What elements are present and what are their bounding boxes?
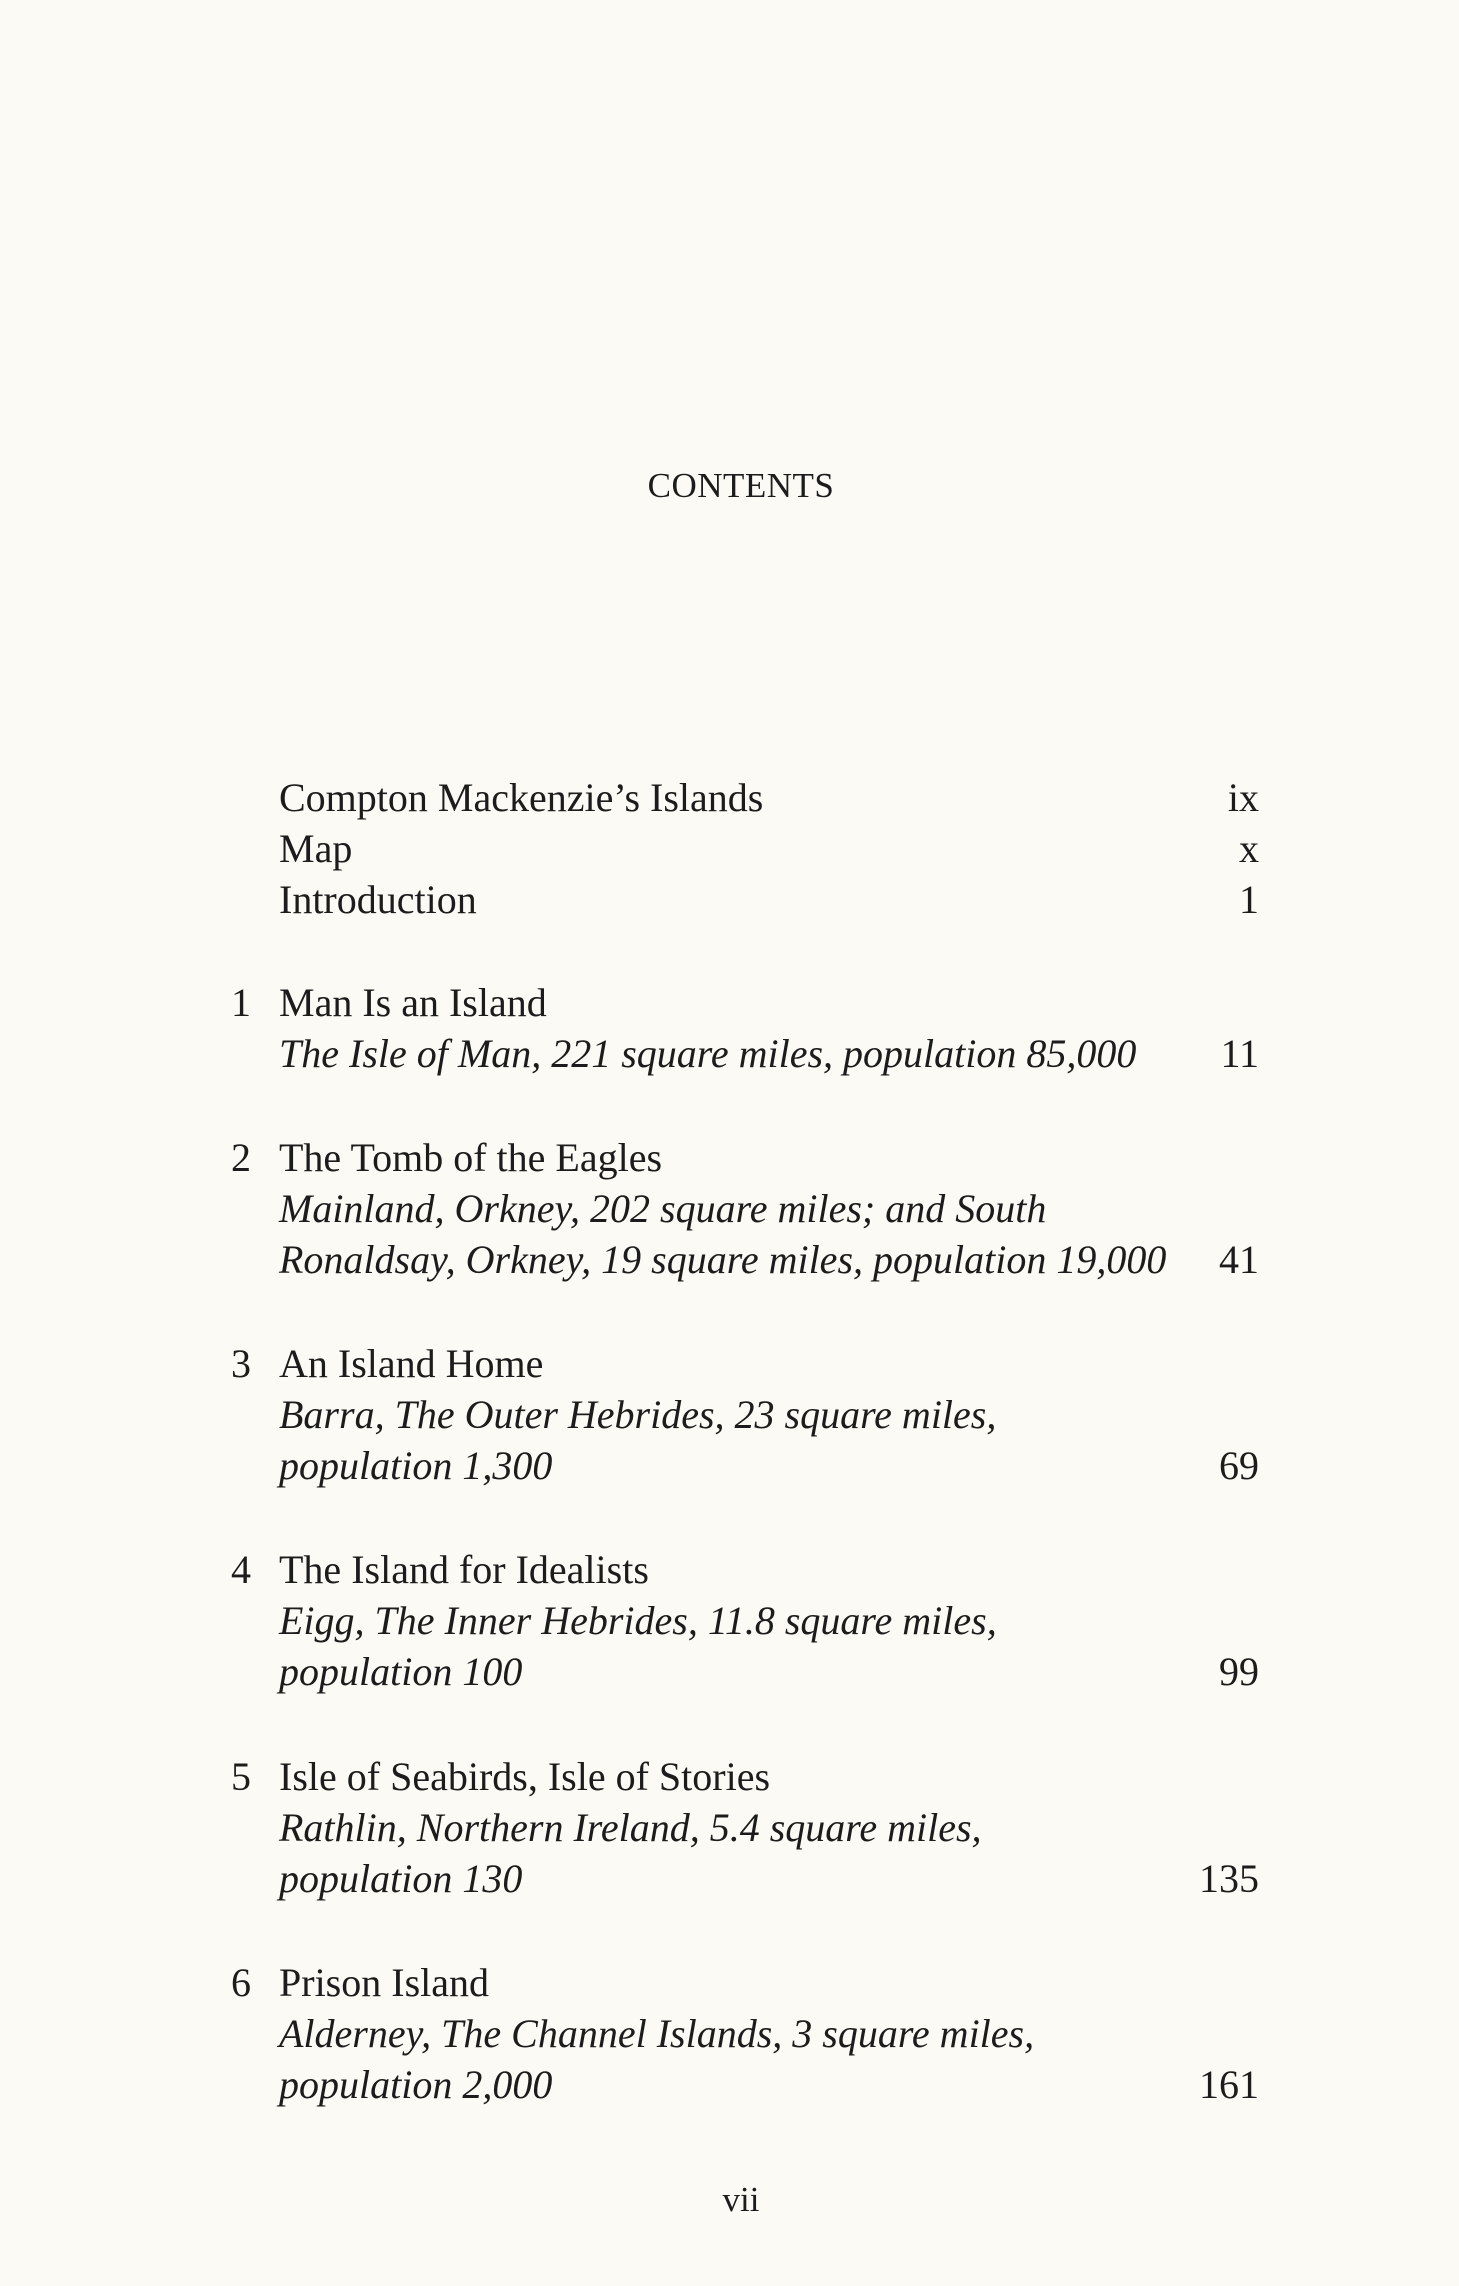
chapter-subtitle-line	[279, 1234, 1259, 1286]
chapter-subtitle: population 1,300	[279, 1443, 553, 1488]
chapter-number: 5	[231, 1754, 251, 1799]
toc-entry[interactable]	[279, 874, 1259, 926]
chapter-page: 69	[1219, 1443, 1259, 1488]
page-heading: CONTENTS	[647, 466, 835, 505]
chapter-subtitle-line	[279, 1183, 1259, 1235]
chapter-title: The Tomb of the Eagles	[279, 1135, 663, 1180]
chapter-title: An Island Home	[279, 1341, 544, 1386]
chapter-title: The Island for Idealists	[279, 1547, 649, 1592]
chapter-number: 6	[231, 1960, 251, 2005]
chapter-subtitle: population 2,000	[279, 2062, 553, 2107]
chapter-title: Prison Island	[279, 1960, 489, 2005]
chapter-title-line[interactable]	[279, 977, 1259, 1029]
chapter-subtitle-line	[279, 1853, 1259, 1905]
chapter-page: 41	[1219, 1237, 1259, 1282]
chapter-subtitle: population 100	[279, 1649, 523, 1694]
chapter-subtitle-line	[279, 2008, 1259, 2060]
toc-entry[interactable]	[279, 823, 1259, 875]
chapter-subtitle-line	[279, 1389, 1259, 1441]
chapter-page: 99	[1219, 1649, 1259, 1694]
entry-title: Introduction	[279, 877, 477, 922]
chapter-subtitle-line	[279, 1440, 1259, 1492]
chapter-number: 3	[231, 1341, 251, 1386]
chapter-number: 2	[231, 1135, 251, 1180]
chapter-page: 135	[1199, 1856, 1259, 1901]
chapter-subtitle-line	[279, 2059, 1259, 2111]
chapter-subtitle: Eigg, The Inner Hebrides, 11.8 square miles,	[279, 1598, 997, 1643]
chapter-subtitle-line	[279, 1646, 1259, 1698]
chapter-subtitle: Ronaldsay, Orkney, 19 square miles, population 19,000	[279, 1237, 1167, 1282]
entry-title: Map	[279, 826, 353, 871]
chapter-subtitle-line	[279, 1028, 1259, 1080]
chapter-title-line[interactable]	[279, 1751, 1259, 1803]
chapter-title: Isle of Seabirds, Isle of Stories	[279, 1754, 771, 1799]
entry-page: x	[1239, 826, 1259, 871]
chapter-subtitle: Mainland, Orkney, 202 square miles; and South	[279, 1186, 1047, 1231]
chapter-page: 11	[1220, 1031, 1259, 1076]
chapter-subtitle: The Isle of Man, 221 square miles, population 85,000	[279, 1031, 1137, 1076]
chapter-page: 161	[1199, 2062, 1259, 2107]
chapter-subtitle-line	[279, 1802, 1259, 1854]
chapter-subtitle: population 130	[279, 1856, 523, 1901]
chapter-title-line[interactable]	[279, 1957, 1259, 2009]
chapter-title: Man Is an Island	[279, 980, 547, 1025]
entry-title: Compton Mackenzie’s Islands	[279, 775, 764, 820]
chapter-subtitle: Rathlin, Northern Ireland, 5.4 square miles,	[279, 1805, 982, 1850]
chapter-subtitle: Alderney, The Channel Islands, 3 square miles,	[279, 2011, 1035, 2056]
chapter-title-line[interactable]	[279, 1338, 1259, 1390]
page-folio: vii	[722, 2180, 760, 2219]
entry-page: 1	[1239, 877, 1259, 922]
chapter-number: 1	[231, 980, 251, 1025]
chapter-subtitle-line	[279, 1595, 1259, 1647]
entry-page: ix	[1227, 775, 1259, 820]
toc-entry[interactable]	[279, 772, 1259, 824]
chapter-title-line[interactable]	[279, 1132, 1259, 1184]
chapter-subtitle: Barra, The Outer Hebrides, 23 square miles,	[279, 1392, 997, 1437]
chapter-number: 4	[231, 1547, 251, 1592]
chapter-title-line[interactable]	[279, 1544, 1259, 1596]
